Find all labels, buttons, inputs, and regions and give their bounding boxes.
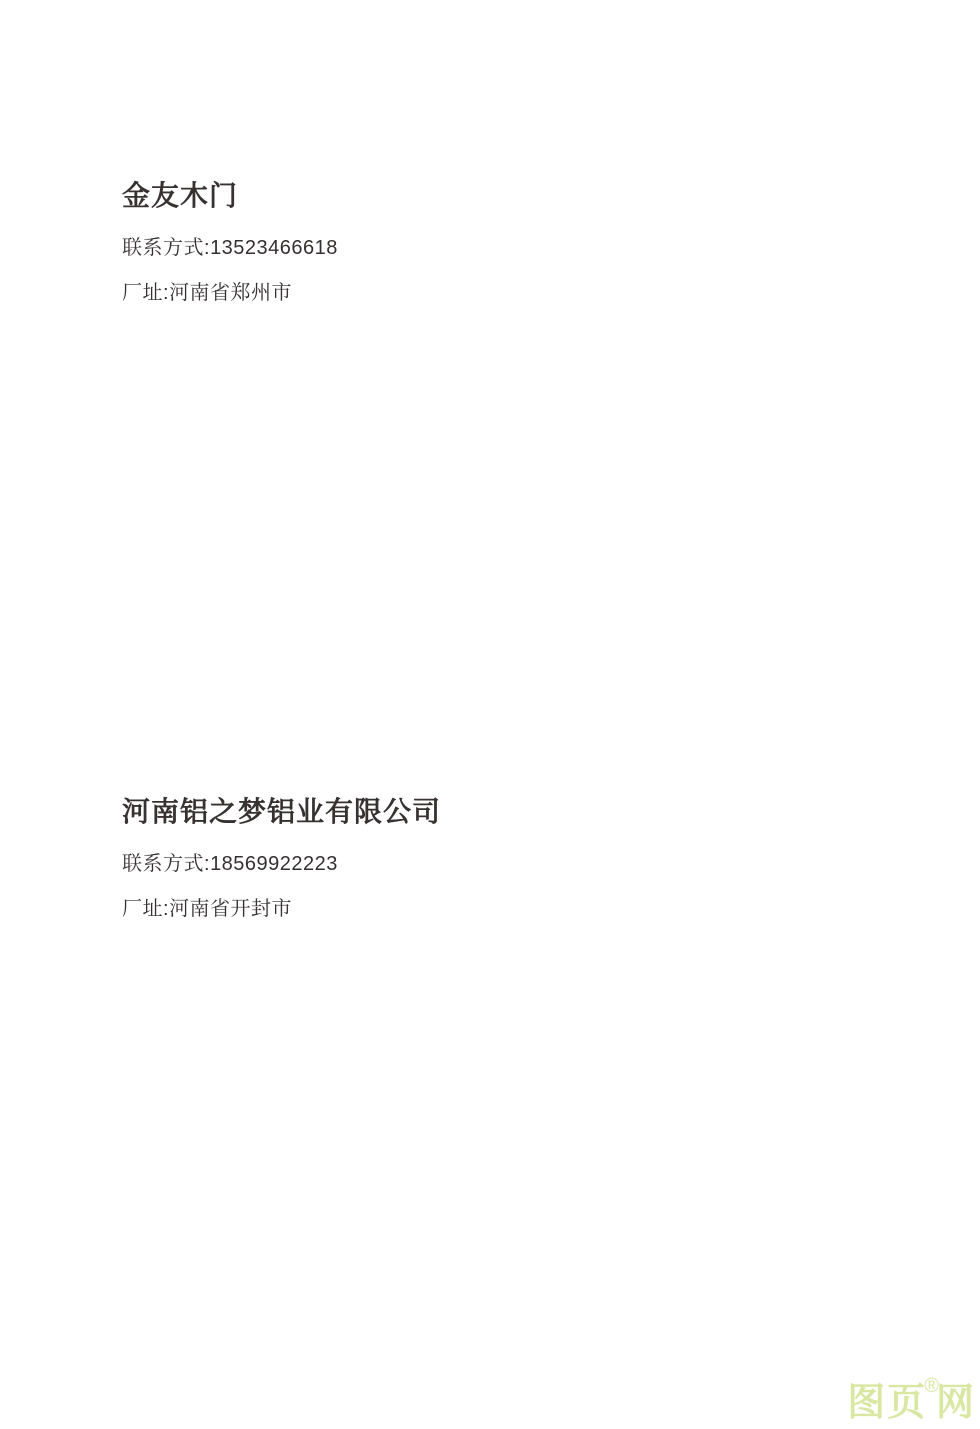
company-name[interactable]: 河南铝之梦铝业有限公司 — [122, 796, 442, 827]
company-address-line — [122, 282, 338, 304]
company-contact-line — [122, 853, 441, 875]
contact-label: 联系方式: — [122, 853, 211, 875]
company-contact-line — [122, 237, 338, 259]
watermark-text-right: 网 — [935, 1382, 976, 1424]
address-label: 厂址: — [122, 282, 170, 304]
company-address-line — [122, 898, 441, 920]
address-value: 河南省郑州市 — [169, 282, 293, 304]
watermark-logo — [847, 1376, 976, 1422]
company-card — [122, 181, 338, 304]
address-value: 河南省开封市 — [169, 898, 293, 920]
company-name[interactable]: 金友木门 — [122, 180, 239, 211]
contact-phone: 18569922223 — [210, 853, 338, 875]
contact-label: 联系方式: — [122, 237, 211, 259]
contact-phone: 13523466618 — [210, 237, 338, 259]
registered-trademark-icon: ® — [924, 1375, 939, 1397]
watermark-text-left: 图页 — [847, 1382, 928, 1424]
company-card — [122, 797, 441, 920]
address-label: 厂址: — [122, 898, 170, 920]
